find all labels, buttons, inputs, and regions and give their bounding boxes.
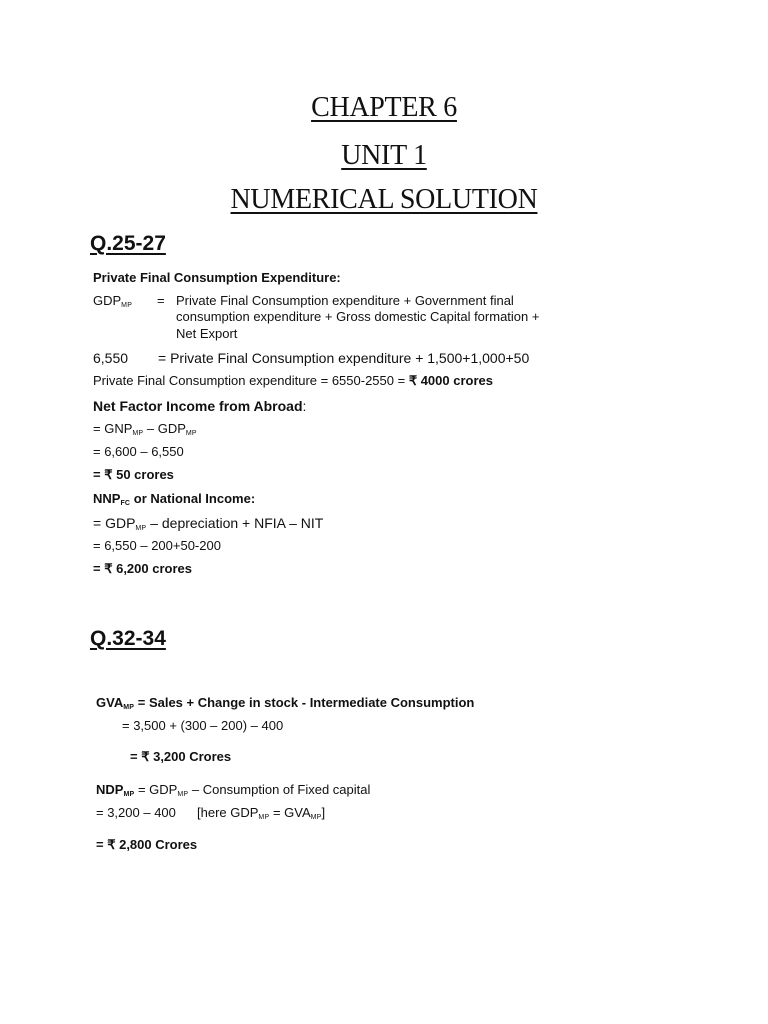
nnp-result: = ₹ 6,200 crores xyxy=(93,561,192,576)
nfia-result: = ₹ 50 crores xyxy=(93,467,174,482)
question-label-q25-27: Q.25-27 xyxy=(90,232,166,255)
nnp-calc: = 6,550 – 200+50-200 xyxy=(93,538,221,553)
nfia-heading: Net Factor Income from Abroad: xyxy=(93,398,307,414)
gva-calc: = 3,500 + (300 – 200) – 400 xyxy=(122,718,284,733)
nnp-heading: $NNP_{FC}$ or National Income: xyxy=(93,491,256,507)
chapter-heading: CHAPTER 6 xyxy=(311,92,457,123)
gva-result: = ₹ 3,200 Crores xyxy=(130,749,232,764)
unit-heading: UNIT 1 xyxy=(341,140,427,171)
gdp-equals: = xyxy=(157,293,165,308)
pfce-calc-value: 6,550 xyxy=(93,350,129,366)
ndp-result: = ₹ 2,800 Crores xyxy=(96,837,198,852)
gdp-label: $GDP_{MP}$ xyxy=(93,293,133,309)
question-label-q32-34: Q.32-34 xyxy=(90,627,166,650)
gdp-definition-line-2: consumption expenditure + Gross domestic Capital formation + xyxy=(176,309,540,324)
nfia-calc: = 6,600 – 6,550 xyxy=(93,444,184,459)
ndp-equation: $NDP_{MP} = GDP_{MP}$ – Consumption of Fixed capital xyxy=(96,782,371,798)
ndp-calc: = 3,200 – 400 xyxy=(96,805,176,820)
gva-equation: $GVA_{MP}$ = Sales + Change in stock - Intermediate Consumption xyxy=(96,695,475,711)
gdp-definition-line-1: Private Final Consumption expenditure + Government final xyxy=(176,293,514,308)
pfce-heading: Private Final Consumption Expenditure: xyxy=(93,270,341,285)
pfce-calc-equation: = Private Final Consumption expenditure + 1,500+1,000+50 xyxy=(158,350,530,366)
document-title: NUMERICAL SOLUTION xyxy=(230,184,538,215)
ndp-note: [here $GDP_{MP} = GVA_{MP}$] xyxy=(197,805,326,821)
pfce-result: Private Final Consumption expenditure = 6550-2550 = ₹ 4000 crores xyxy=(93,373,493,388)
nfia-equation: = $GNP_{MP} - GDP_{MP}$ xyxy=(93,421,197,437)
gdp-definition-line-3: Net Export xyxy=(176,326,238,341)
nnp-equation: = $GDP_{MP}$ – depreciation + NFIA – NIT xyxy=(93,515,324,532)
